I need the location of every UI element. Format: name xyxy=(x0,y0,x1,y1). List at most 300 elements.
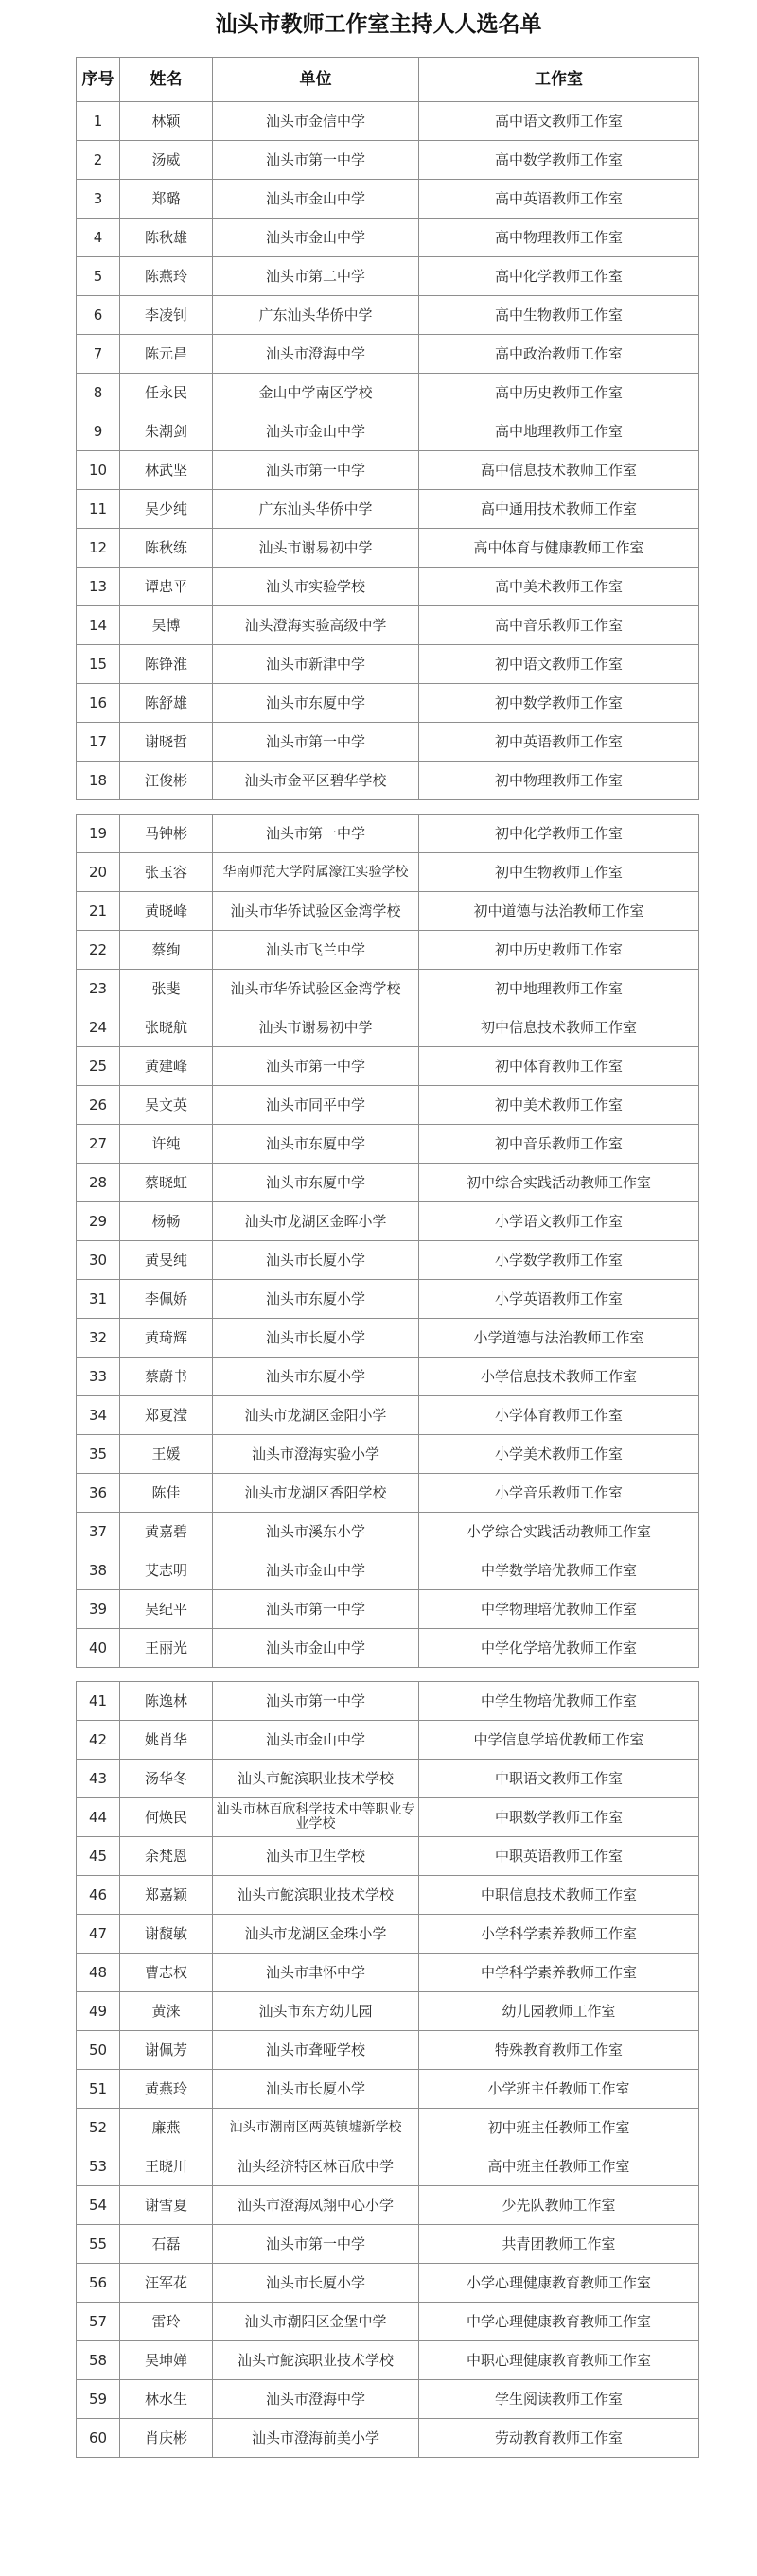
cell-studio: 特殊教育教师工作室 xyxy=(419,2031,699,2070)
cell-studio: 中职心理健康教育教师工作室 xyxy=(419,2341,699,2380)
cell-no: 18 xyxy=(77,762,120,800)
cell-school: 汕头市第一中学 xyxy=(213,141,419,180)
cell-no: 40 xyxy=(77,1629,120,1668)
cell-school: 汕头市长厦小学 xyxy=(213,1241,419,1280)
table-row xyxy=(77,1474,699,1513)
cell-name: 谢佩芳 xyxy=(120,2031,213,2070)
cell-school: 汕头市金山中学 xyxy=(213,1721,419,1760)
cell-studio: 中职信息技术教师工作室 xyxy=(419,1876,699,1915)
cell-no: 20 xyxy=(77,853,120,892)
table-row xyxy=(77,2186,699,2225)
cell-no: 9 xyxy=(77,412,120,451)
table-row xyxy=(77,1047,699,1086)
cell-name: 郑璐 xyxy=(120,180,213,219)
cell-school: 汕头市长厦小学 xyxy=(213,1319,419,1358)
cell-studio: 中学生物培优教师工作室 xyxy=(419,1682,699,1721)
cell-no: 32 xyxy=(77,1319,120,1358)
cell-studio: 初中化学教师工作室 xyxy=(419,815,699,853)
table-row xyxy=(77,2225,699,2264)
cell-name: 陈铮淮 xyxy=(120,645,213,684)
cell-school: 汕头市聿怀中学 xyxy=(213,1954,419,1992)
cell-studio: 高中政治教师工作室 xyxy=(419,335,699,374)
cell-no: 42 xyxy=(77,1721,120,1760)
table-row xyxy=(77,2264,699,2303)
cell-no: 8 xyxy=(77,374,120,412)
cell-school: 汕头市东厦中学 xyxy=(213,1164,419,1202)
cell-school: 汕头市长厦小学 xyxy=(213,2070,419,2109)
cell-studio: 高中化学教师工作室 xyxy=(419,257,699,296)
cell-name: 陈燕玲 xyxy=(120,257,213,296)
cell-no: 58 xyxy=(77,2341,120,2380)
table-row xyxy=(77,374,699,412)
cell-studio: 小学信息技术教师工作室 xyxy=(419,1358,699,1396)
cell-school: 汕头市龙湖区金阳小学 xyxy=(213,1396,419,1435)
cell-name: 黄晓峰 xyxy=(120,892,213,931)
cell-name: 吴文英 xyxy=(120,1086,213,1125)
cell-name: 张玉容 xyxy=(120,853,213,892)
table-row xyxy=(77,2109,699,2147)
cell-studio: 小学心理健康教育教师工作室 xyxy=(419,2264,699,2303)
cell-school: 汕头市东厦中学 xyxy=(213,1125,419,1164)
cell-school: 汕头市东厦小学 xyxy=(213,1280,419,1319)
cell-no: 37 xyxy=(77,1513,120,1551)
table-row xyxy=(77,931,699,970)
table-row xyxy=(77,723,699,762)
cell-no: 55 xyxy=(77,2225,120,2264)
cell-school: 汕头市林百欣科学技术中等职业专业学校 xyxy=(213,1798,419,1837)
cell-name: 黄旻纯 xyxy=(120,1241,213,1280)
cell-school: 汕头市鮀滨职业技术学校 xyxy=(213,1760,419,1798)
cell-studio: 小学英语教师工作室 xyxy=(419,1280,699,1319)
cell-name: 林水生 xyxy=(120,2380,213,2419)
cell-studio: 中学信息学培优教师工作室 xyxy=(419,1721,699,1760)
cell-school: 广东汕头华侨中学 xyxy=(213,296,419,335)
cell-studio: 高中班主任教师工作室 xyxy=(419,2147,699,2186)
cell-school: 汕头市金山中学 xyxy=(213,412,419,451)
cell-no: 33 xyxy=(77,1358,120,1396)
cell-no: 1 xyxy=(77,102,120,141)
table-header-row xyxy=(77,58,699,102)
table-row xyxy=(77,853,699,892)
header-name: 姓名 xyxy=(120,58,213,102)
cell-no: 26 xyxy=(77,1086,120,1125)
cell-studio: 小学道德与法治教师工作室 xyxy=(419,1319,699,1358)
cell-name: 蔡晓虹 xyxy=(120,1164,213,1202)
cell-studio: 初中历史教师工作室 xyxy=(419,931,699,970)
cell-studio: 少先队教师工作室 xyxy=(419,2186,699,2225)
cell-name: 黄建峰 xyxy=(120,1047,213,1086)
cell-name: 谢馥敏 xyxy=(120,1915,213,1954)
cell-no: 53 xyxy=(77,2147,120,2186)
cell-school: 汕头市谢易初中学 xyxy=(213,1008,419,1047)
cell-name: 汪军花 xyxy=(120,2264,213,2303)
cell-no: 21 xyxy=(77,892,120,931)
cell-studio: 高中英语教师工作室 xyxy=(419,180,699,219)
cell-studio: 高中语文教师工作室 xyxy=(419,102,699,141)
cell-no: 6 xyxy=(77,296,120,335)
table-row xyxy=(77,141,699,180)
cell-studio: 初中道德与法治教师工作室 xyxy=(419,892,699,931)
header-studio: 工作室 xyxy=(419,58,699,102)
cell-school: 汕头市东方幼儿园 xyxy=(213,1992,419,2031)
table-row xyxy=(77,1164,699,1202)
cell-no: 50 xyxy=(77,2031,120,2070)
cell-name: 余梵恩 xyxy=(120,1837,213,1876)
table-row xyxy=(77,1721,699,1760)
table-row xyxy=(77,892,699,931)
cell-name: 朱潮剑 xyxy=(120,412,213,451)
cell-name: 肖庆彬 xyxy=(120,2419,213,2458)
cell-school: 汕头市东厦小学 xyxy=(213,1358,419,1396)
table-row xyxy=(77,1760,699,1798)
table-row xyxy=(77,257,699,296)
cell-name: 吴博 xyxy=(120,606,213,645)
cell-school: 汕头市潮南区两英镇墟新学校 xyxy=(213,2109,419,2147)
cell-school: 汕头市第一中学 xyxy=(213,1590,419,1629)
table-row xyxy=(77,1125,699,1164)
cell-name: 陈佳 xyxy=(120,1474,213,1513)
cell-studio: 幼儿园教师工作室 xyxy=(419,1992,699,2031)
cell-school: 汕头市卫生学校 xyxy=(213,1837,419,1876)
table-row xyxy=(77,606,699,645)
cell-studio: 中学化学培优教师工作室 xyxy=(419,1629,699,1668)
cell-no: 2 xyxy=(77,141,120,180)
cell-studio: 初中信息技术教师工作室 xyxy=(419,1008,699,1047)
cell-school: 汕头市第一中学 xyxy=(213,1047,419,1086)
cell-studio: 初中班主任教师工作室 xyxy=(419,2109,699,2147)
cell-name: 杨畅 xyxy=(120,1202,213,1241)
cell-school: 汕头市华侨试验区金湾学校 xyxy=(213,892,419,931)
cell-school: 汕头市第一中学 xyxy=(213,815,419,853)
cell-studio: 学生阅读教师工作室 xyxy=(419,2380,699,2419)
cell-school: 汕头市龙湖区金珠小学 xyxy=(213,1915,419,1954)
cell-school: 汕头市新津中学 xyxy=(213,645,419,684)
cell-studio: 初中数学教师工作室 xyxy=(419,684,699,723)
cell-studio: 小学体育教师工作室 xyxy=(419,1396,699,1435)
cell-name: 汤华冬 xyxy=(120,1760,213,1798)
header-no: 序号 xyxy=(77,58,120,102)
cell-school: 汕头市金平区碧华学校 xyxy=(213,762,419,800)
cell-school: 汕头市溪东小学 xyxy=(213,1513,419,1551)
cell-no: 36 xyxy=(77,1474,120,1513)
table-row xyxy=(77,529,699,568)
teacher-list-table xyxy=(76,57,699,2458)
section-gap-cell xyxy=(77,800,699,815)
cell-name: 谭忠平 xyxy=(120,568,213,606)
table-row xyxy=(77,1396,699,1435)
cell-name: 郑嘉颖 xyxy=(120,1876,213,1915)
cell-name: 汤威 xyxy=(120,141,213,180)
table-row xyxy=(77,102,699,141)
cell-no: 17 xyxy=(77,723,120,762)
table-row xyxy=(77,1915,699,1954)
table-row xyxy=(77,2341,699,2380)
table-row xyxy=(77,412,699,451)
cell-studio: 初中物理教师工作室 xyxy=(419,762,699,800)
cell-studio: 中职数学教师工作室 xyxy=(419,1798,699,1837)
cell-school: 汕头市澄海中学 xyxy=(213,335,419,374)
cell-no: 19 xyxy=(77,815,120,853)
cell-studio: 中学物理培优教师工作室 xyxy=(419,1590,699,1629)
cell-school: 汕头澄海实验高级中学 xyxy=(213,606,419,645)
cell-school: 汕头市澄海凤翔中心小学 xyxy=(213,2186,419,2225)
cell-name: 黄琦辉 xyxy=(120,1319,213,1358)
cell-name: 蔡绚 xyxy=(120,931,213,970)
cell-name: 谢晓哲 xyxy=(120,723,213,762)
cell-no: 38 xyxy=(77,1551,120,1590)
cell-school: 汕头市谢易初中学 xyxy=(213,529,419,568)
table-row xyxy=(77,1202,699,1241)
section-gap xyxy=(77,1668,699,1682)
table-row xyxy=(77,180,699,219)
cell-name: 马钟彬 xyxy=(120,815,213,853)
table-row xyxy=(77,1319,699,1358)
table-row xyxy=(77,2147,699,2186)
cell-studio: 小学美术教师工作室 xyxy=(419,1435,699,1474)
cell-studio: 中职英语教师工作室 xyxy=(419,1837,699,1876)
cell-school: 汕头经济特区林百欣中学 xyxy=(213,2147,419,2186)
cell-name: 林颖 xyxy=(120,102,213,141)
cell-name: 陈秋雄 xyxy=(120,219,213,257)
table-row xyxy=(77,1551,699,1590)
cell-school: 汕头市澄海实验小学 xyxy=(213,1435,419,1474)
cell-no: 24 xyxy=(77,1008,120,1047)
cell-no: 13 xyxy=(77,568,120,606)
table-row xyxy=(77,970,699,1008)
cell-school: 汕头市鮀滨职业技术学校 xyxy=(213,2341,419,2380)
cell-no: 39 xyxy=(77,1590,120,1629)
cell-no: 30 xyxy=(77,1241,120,1280)
cell-name: 王媛 xyxy=(120,1435,213,1474)
cell-school: 汕头市金山中学 xyxy=(213,1551,419,1590)
cell-no: 34 xyxy=(77,1396,120,1435)
cell-studio: 高中体育与健康教师工作室 xyxy=(419,529,699,568)
table-row xyxy=(77,1876,699,1915)
table-row xyxy=(77,568,699,606)
cell-studio: 初中地理教师工作室 xyxy=(419,970,699,1008)
cell-school: 汕头市龙湖区金晖小学 xyxy=(213,1202,419,1241)
table-row xyxy=(77,1682,699,1721)
cell-no: 29 xyxy=(77,1202,120,1241)
table-row xyxy=(77,2031,699,2070)
cell-studio: 初中生物教师工作室 xyxy=(419,853,699,892)
cell-no: 52 xyxy=(77,2109,120,2147)
cell-name: 陈秋练 xyxy=(120,529,213,568)
cell-name: 许纯 xyxy=(120,1125,213,1164)
cell-no: 16 xyxy=(77,684,120,723)
cell-no: 46 xyxy=(77,1876,120,1915)
cell-no: 5 xyxy=(77,257,120,296)
cell-no: 56 xyxy=(77,2264,120,2303)
cell-no: 28 xyxy=(77,1164,120,1202)
table-row xyxy=(77,762,699,800)
cell-studio: 小学科学素养教师工作室 xyxy=(419,1915,699,1954)
cell-studio: 初中音乐教师工作室 xyxy=(419,1125,699,1164)
cell-name: 艾志明 xyxy=(120,1551,213,1590)
cell-no: 48 xyxy=(77,1954,120,1992)
cell-name: 张晓航 xyxy=(120,1008,213,1047)
cell-studio: 高中通用技术教师工作室 xyxy=(419,490,699,529)
table-row xyxy=(77,645,699,684)
table-row xyxy=(77,2380,699,2419)
cell-studio: 劳动教育教师工作室 xyxy=(419,2419,699,2458)
cell-studio: 小学数学教师工作室 xyxy=(419,1241,699,1280)
cell-no: 14 xyxy=(77,606,120,645)
cell-no: 22 xyxy=(77,931,120,970)
cell-school: 汕头市第一中学 xyxy=(213,723,419,762)
cell-school: 汕头市华侨试验区金湾学校 xyxy=(213,970,419,1008)
cell-name: 汪俊彬 xyxy=(120,762,213,800)
cell-name: 黄嘉碧 xyxy=(120,1513,213,1551)
cell-no: 51 xyxy=(77,2070,120,2109)
cell-school: 汕头市飞兰中学 xyxy=(213,931,419,970)
table-row xyxy=(77,219,699,257)
table-body xyxy=(77,102,699,2458)
cell-name: 曹志权 xyxy=(120,1954,213,1992)
section-gap-cell xyxy=(77,1668,699,1682)
cell-name: 李佩娇 xyxy=(120,1280,213,1319)
cell-no: 27 xyxy=(77,1125,120,1164)
cell-no: 49 xyxy=(77,1992,120,2031)
cell-studio: 高中物理教师工作室 xyxy=(419,219,699,257)
cell-studio: 小学音乐教师工作室 xyxy=(419,1474,699,1513)
table-row xyxy=(77,1992,699,2031)
cell-name: 王晓川 xyxy=(120,2147,213,2186)
table-row xyxy=(77,1798,699,1837)
table-row xyxy=(77,1954,699,1992)
table-row xyxy=(77,2070,699,2109)
cell-studio: 高中美术教师工作室 xyxy=(419,568,699,606)
cell-name: 任永民 xyxy=(120,374,213,412)
cell-name: 黄燕玲 xyxy=(120,2070,213,2109)
table-row xyxy=(77,1435,699,1474)
cell-no: 15 xyxy=(77,645,120,684)
cell-no: 54 xyxy=(77,2186,120,2225)
cell-name: 陈元昌 xyxy=(120,335,213,374)
cell-school: 汕头市金山中学 xyxy=(213,180,419,219)
cell-studio: 高中地理教师工作室 xyxy=(419,412,699,451)
cell-school: 汕头市龙湖区香阳学校 xyxy=(213,1474,419,1513)
table-row xyxy=(77,2419,699,2458)
cell-no: 25 xyxy=(77,1047,120,1086)
cell-no: 45 xyxy=(77,1837,120,1876)
cell-school: 汕头市第一中学 xyxy=(213,2225,419,2264)
cell-name: 蔡蔚书 xyxy=(120,1358,213,1396)
cell-school: 汕头市第二中学 xyxy=(213,257,419,296)
cell-school: 汕头市第一中学 xyxy=(213,1682,419,1721)
cell-no: 23 xyxy=(77,970,120,1008)
cell-no: 47 xyxy=(77,1915,120,1954)
cell-school: 汕头市鮀滨职业技术学校 xyxy=(213,1876,419,1915)
table-row xyxy=(77,451,699,490)
cell-no: 3 xyxy=(77,180,120,219)
cell-no: 59 xyxy=(77,2380,120,2419)
cell-studio: 中学数学培优教师工作室 xyxy=(419,1551,699,1590)
cell-studio: 初中英语教师工作室 xyxy=(419,723,699,762)
document-title: 汕头市教师工作室主持人人选名单 xyxy=(215,11,542,37)
cell-no: 35 xyxy=(77,1435,120,1474)
cell-studio: 小学班主任教师工作室 xyxy=(419,2070,699,2109)
cell-studio: 中职语文教师工作室 xyxy=(419,1760,699,1798)
section-gap xyxy=(77,800,699,815)
cell-name: 吴少纯 xyxy=(120,490,213,529)
cell-studio: 高中音乐教师工作室 xyxy=(419,606,699,645)
table-row xyxy=(77,815,699,853)
cell-school: 汕头市金信中学 xyxy=(213,102,419,141)
cell-school: 汕头市同平中学 xyxy=(213,1086,419,1125)
cell-name: 张斐 xyxy=(120,970,213,1008)
cell-name: 姚肖华 xyxy=(120,1721,213,1760)
cell-name: 谢雪夏 xyxy=(120,2186,213,2225)
cell-name: 廉燕 xyxy=(120,2109,213,2147)
cell-name: 王丽光 xyxy=(120,1629,213,1668)
cell-studio: 高中历史教师工作室 xyxy=(419,374,699,412)
cell-no: 4 xyxy=(77,219,120,257)
cell-school: 汕头市金山中学 xyxy=(213,1629,419,1668)
table-row xyxy=(77,296,699,335)
cell-name: 黄涞 xyxy=(120,1992,213,2031)
cell-school: 广东汕头华侨中学 xyxy=(213,490,419,529)
cell-studio: 初中综合实践活动教师工作室 xyxy=(419,1164,699,1202)
cell-studio: 中学心理健康教育教师工作室 xyxy=(419,2303,699,2341)
cell-studio: 高中信息技术教师工作室 xyxy=(419,451,699,490)
cell-school: 汕头市聋哑学校 xyxy=(213,2031,419,2070)
cell-studio: 中学科学素养教师工作室 xyxy=(419,1954,699,1992)
cell-studio: 小学综合实践活动教师工作室 xyxy=(419,1513,699,1551)
cell-school: 汕头市实验学校 xyxy=(213,568,419,606)
cell-school: 汕头市澄海中学 xyxy=(213,2380,419,2419)
cell-name: 郑夏滢 xyxy=(120,1396,213,1435)
cell-no: 57 xyxy=(77,2303,120,2341)
cell-no: 12 xyxy=(77,529,120,568)
table-row xyxy=(77,1086,699,1125)
cell-name: 何焕民 xyxy=(120,1798,213,1837)
cell-studio: 小学语文教师工作室 xyxy=(419,1202,699,1241)
table-row xyxy=(77,1513,699,1551)
cell-school: 汕头市潮阳区金堡中学 xyxy=(213,2303,419,2341)
cell-no: 41 xyxy=(77,1682,120,1721)
cell-name: 陈舒雄 xyxy=(120,684,213,723)
cell-no: 43 xyxy=(77,1760,120,1798)
cell-no: 10 xyxy=(77,451,120,490)
table-row xyxy=(77,1590,699,1629)
cell-no: 60 xyxy=(77,2419,120,2458)
cell-name: 石磊 xyxy=(120,2225,213,2264)
cell-studio: 共青团教师工作室 xyxy=(419,2225,699,2264)
cell-no: 7 xyxy=(77,335,120,374)
cell-school: 汕头市金山中学 xyxy=(213,219,419,257)
cell-name: 吴坤婵 xyxy=(120,2341,213,2380)
header-school: 单位 xyxy=(213,58,419,102)
table-row xyxy=(77,684,699,723)
cell-name: 李凌钊 xyxy=(120,296,213,335)
cell-name: 陈逸林 xyxy=(120,1682,213,1721)
table-row xyxy=(77,1629,699,1668)
cell-studio: 高中数学教师工作室 xyxy=(419,141,699,180)
cell-school: 金山中学南区学校 xyxy=(213,374,419,412)
table-row xyxy=(77,1837,699,1876)
cell-no: 11 xyxy=(77,490,120,529)
cell-studio: 初中语文教师工作室 xyxy=(419,645,699,684)
table-row xyxy=(77,490,699,529)
table-row xyxy=(77,335,699,374)
cell-school: 华南师范大学附属濠江实验学校 xyxy=(213,853,419,892)
cell-school: 汕头市长厦小学 xyxy=(213,2264,419,2303)
cell-studio: 高中生物教师工作室 xyxy=(419,296,699,335)
cell-name: 吴纪平 xyxy=(120,1590,213,1629)
cell-studio: 初中美术教师工作室 xyxy=(419,1086,699,1125)
cell-school: 汕头市澄海前美小学 xyxy=(213,2419,419,2458)
